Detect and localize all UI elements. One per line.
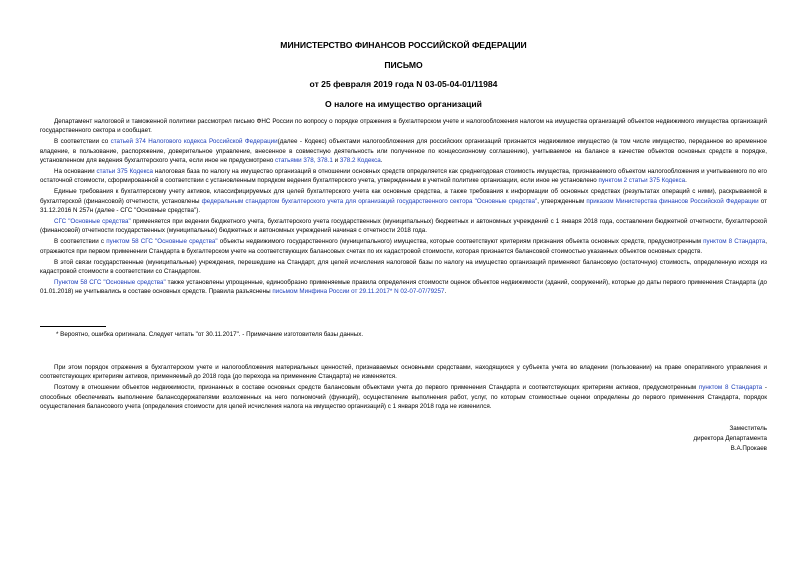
text-segment: , отражаются при первом применении Стандарта в бухгалтерском учете на соответствующих балансовых счетах по их кадастровой стоимости, которая признается балансовой стоимостью указанных объектов основных средств. bbox=[40, 238, 767, 255]
text-segment: . bbox=[444, 288, 447, 296]
paragraph-8 bbox=[40, 278, 767, 296]
text-segment: , утвержденным bbox=[537, 197, 587, 205]
text-segment: В соответствии с bbox=[54, 238, 107, 246]
link-sgs-fixed-assets[interactable]: СГС "Основные средства" bbox=[54, 218, 131, 226]
link-sgs-point-58[interactable]: пунктом 58 СГС "Основные средства" bbox=[106, 238, 218, 246]
signature-title-1: Заместитель bbox=[729, 425, 767, 432]
link-article-375[interactable]: статьи 375 Кодекса bbox=[96, 168, 153, 176]
paragraph-1: Департамент налоговой и таможенной политики рассмотрел письмо ФНС России по вопросу о порядке отражения в бухгалтерском учете и налогообложения налогом на имущества организаций объектов недвижимого имущества организаций государственного сектора и сообщает. bbox=[40, 118, 767, 135]
link-article-375-point-2[interactable]: пунктом 2 статьи 375 Кодекса bbox=[598, 177, 686, 185]
text-segment: (далее - Кодекс) объектами налогообложения для российских организаций признается недвижимое имущество (в том числе имущество, переданное во временное владение, в пользование, распоряжение, доверительное управление, внесенное в совместную деятельность или полученное по концессионному соглашению), учитываемое на балансе в качестве объектов основных средств в порядке, установленном для ведения бухгалтерского учета, если иное не предусмотрено bbox=[40, 138, 767, 164]
footnote: * Вероятно, ошибка оригинала. Следует читать "от 30.11.2017". - Примечание изготовителя базы данных. bbox=[56, 331, 364, 338]
link-standard-point-8-b[interactable]: пунктом 8 Стандарта bbox=[698, 384, 763, 392]
text-segment: от 31.12.2016 N 257н (далее - СГС "Основные средства"). bbox=[40, 197, 767, 214]
link-minfin-order[interactable]: приказом Министерства финансов Российской Федерации bbox=[586, 197, 759, 205]
text-segment: - способных обеспечивать выполнение балансодержателями возложенных на него полномочий (функций), осуществление выполнения работ, услуг, по которым стоимостные оценки определены до первого применения Стандарта, порядок осуществления балансового учета (определения стоимости для целей исчисления налога на имущество организаций) с 1 января 2018 года не изменился. bbox=[40, 384, 767, 410]
paragraph-5 bbox=[40, 217, 767, 235]
text-segment: На основании bbox=[54, 168, 97, 176]
link-article-374[interactable]: статьей 374 Налогового кодекса Российской Федерации bbox=[110, 138, 278, 146]
text-segment: применяется при ведении бюджетного учета, бухгалтерского учета государственных (муниципальных) бюджетных и автономных учреждений с 1 января 2018 года, составлении бюджетной отчетности, бухгалтерской (финансовой) отчетности государственных (муниципальных) бюджетных и автономных учреждений начиная с отчетности 2018 года. bbox=[40, 218, 768, 235]
document-type: ПИСЬМО bbox=[384, 60, 423, 70]
text-segment: объекты недвижимого государственного (муниципального) имущества, которые соответствуют критериям признания объекта основных средств, предусмотренным bbox=[217, 238, 704, 246]
signature-title-2: директора Департамента bbox=[693, 435, 767, 442]
link-minfin-letter[interactable]: письмом Минфина России от 29.11.2017* N 02-07-07/79257 bbox=[272, 288, 445, 296]
document-subject: О налоге на имущество организаций bbox=[325, 99, 482, 109]
link-sgs-point-58-b[interactable]: Пунктом 58 СГС "Основные средства" bbox=[54, 279, 166, 287]
ministry-heading: МИНИСТЕРСТВО ФИНАНСОВ РОССИЙСКОЙ ФЕДЕРАЦИИ bbox=[280, 40, 527, 50]
text-segment: и bbox=[332, 156, 340, 164]
paragraph-2 bbox=[40, 137, 767, 165]
text-segment: Единые требования к бухгалтерскому учету активов, классифицируемых для целей бухгалтерского учета как основные средства, а также требования к информации об основных средствах (результатах операций с ними), раскрываемой в бухгалтерской (финансовой) отчетности, установлены bbox=[40, 188, 767, 205]
paragraph-7: В этой связи государственные (муниципальные) учреждения, перешедшие на Стандарт, для целей исчисления налоговой базы по налогу на имущество организаций применяют балансовую (остаточную) стоимость, определенную исходя из кадастровой стоимости в соответствии со Стандартом. bbox=[40, 258, 767, 276]
text-segment: . bbox=[685, 177, 687, 185]
footnote-divider bbox=[40, 326, 106, 327]
link-standard-point-8[interactable]: пунктом 8 Стандарта bbox=[703, 238, 766, 246]
link-federal-standard[interactable]: федеральным стандартом бухгалтерского учета для организаций государственного сектора "Основные средства" bbox=[201, 197, 538, 205]
paragraph-9: При этом порядок отражения в бухгалтерском учете и налогообложения материальных ценностей, признаваемых основными средствами, находящихся у субъекта учета во владении (пользовании) на праве оперативного управления и соответствующих критериям активов, применяемый до 2018 года (до перехода на применение Стандарта) не изменяется. bbox=[40, 364, 767, 381]
paragraph-10 bbox=[40, 383, 767, 411]
link-articles-378[interactable]: статьями 378, 378.1 bbox=[275, 156, 333, 164]
paragraph-4 bbox=[40, 187, 767, 215]
letter-body-continued bbox=[40, 363, 767, 413]
paragraph-3 bbox=[40, 167, 767, 185]
text-segment: . bbox=[380, 156, 383, 164]
document-date-number: от 25 февраля 2019 года N 03-05-04-01/11984 bbox=[309, 79, 498, 89]
text-segment: В соответствии со bbox=[54, 138, 111, 146]
letter-body bbox=[40, 117, 767, 299]
link-article-378-2[interactable]: 378.2 Кодекса bbox=[339, 156, 381, 164]
text-segment: также установлены упрощенные, единообразно применяемые правила определения стоимости оценок объектов недвижимости (зданий, сооружений), которые до даты первого применения Стандарта (до 01.01.2018) не учитывались в составе основных средств. Правила разъяснены bbox=[40, 279, 768, 296]
paragraph-6 bbox=[40, 237, 767, 255]
text-segment: Поэтому в отношении объектов недвижимости, признанных в составе основных средств балансовым объектами учета до первого применения Стандарта и соответствующих критериям активов, предусмотренным bbox=[54, 384, 699, 392]
signature-name: В.А.Прокаев bbox=[730, 445, 767, 452]
text-segment: налоговая база по налогу на имущество организаций в отношении основных средств определяется как среднегодовая стоимость имущества, признаваемого объектом налогообложения и учитываемого по его остаточной стоимости, сформированной в соответствии с установленным порядком ведения бухгалтерского учета, утвержденным в учетной политике организации, если иное не установлено bbox=[40, 168, 767, 185]
